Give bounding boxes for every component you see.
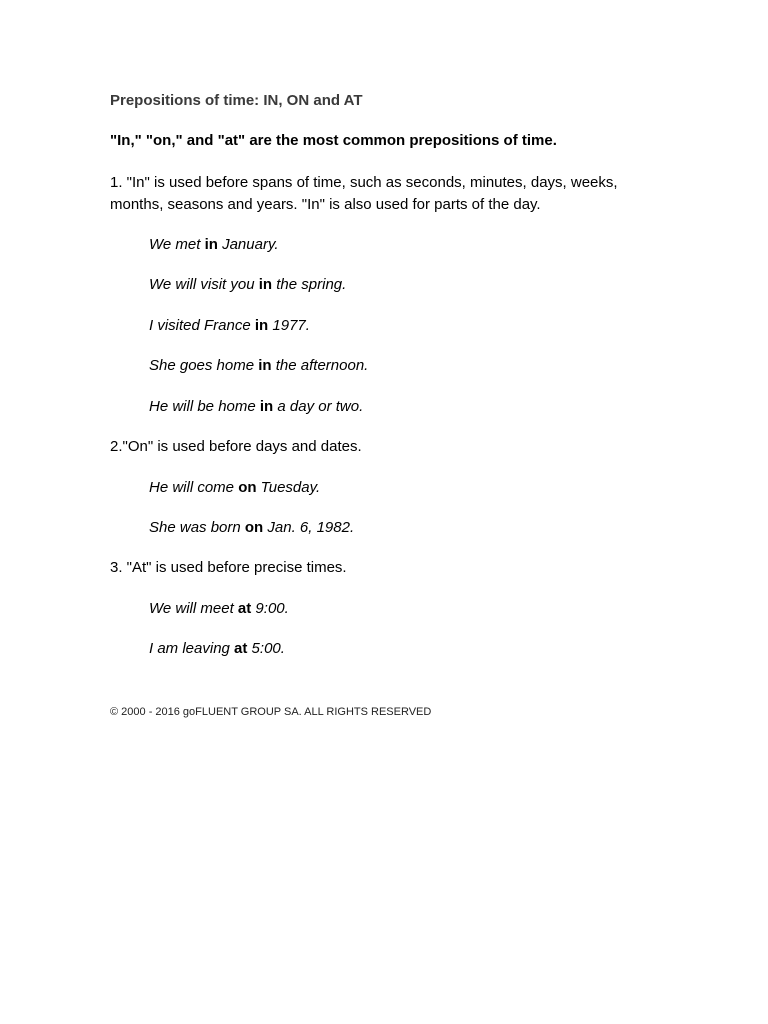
example-after: Jan. 6, 1982.	[263, 519, 355, 536]
example-keyword: in	[254, 317, 269, 334]
example-keyword: in	[204, 236, 218, 253]
example-before: He will be home	[149, 398, 260, 415]
example-sentence	[149, 398, 363, 415]
example-sentence	[149, 479, 320, 496]
example-sentence	[149, 276, 346, 293]
example-keyword: in	[258, 276, 273, 293]
example-before: We met	[149, 236, 205, 253]
example-after: 5:00.	[247, 640, 285, 657]
rule-at-text: 3. "At" is used before precise times.	[110, 559, 347, 576]
rule-in-text: 1. "In" is used before spans of time, such as seconds, minutes, days, weeks, months, seasons and years. "In" is also used for parts of the day.	[110, 174, 618, 213]
intro-sentence: "In," "on," and "at" are the most common prepositions of time.	[110, 132, 557, 149]
example-after: January.	[217, 236, 279, 253]
example-sentence	[149, 357, 368, 374]
copyright-footer: © 2000 - 2016 goFLUENT GROUP SA. ALL RIGHTS RESERVED	[110, 706, 432, 718]
example-sentence	[149, 317, 310, 334]
example-before: I am leaving	[149, 640, 235, 657]
example-after: 9:00.	[251, 600, 289, 617]
example-before: She goes home	[149, 357, 259, 374]
example-before: She was born	[149, 519, 245, 536]
rule-on-text: 2."On" is used before days and dates.	[110, 438, 362, 455]
example-sentence	[149, 519, 354, 536]
example-after: the afternoon.	[271, 357, 369, 374]
example-keyword: on	[244, 519, 264, 536]
example-after: a day or two.	[273, 398, 364, 415]
example-before: I visited France	[149, 317, 255, 334]
example-before: We will visit you	[149, 276, 259, 293]
example-keyword: at	[234, 640, 248, 657]
example-keyword: in	[258, 357, 272, 374]
example-before: He will come	[149, 479, 239, 496]
example-keyword: in	[259, 398, 274, 415]
example-keyword: on	[238, 479, 257, 496]
example-after: the spring.	[272, 276, 347, 293]
example-after: Tuesday.	[256, 479, 321, 496]
document-title: Prepositions of time: IN, ON and AT	[110, 92, 363, 109]
example-before: We will meet	[149, 600, 238, 617]
example-sentence	[149, 640, 285, 657]
example-sentence	[149, 600, 289, 617]
example-sentence	[149, 236, 279, 253]
example-after: 1977.	[268, 317, 310, 334]
example-keyword: at	[237, 600, 252, 617]
